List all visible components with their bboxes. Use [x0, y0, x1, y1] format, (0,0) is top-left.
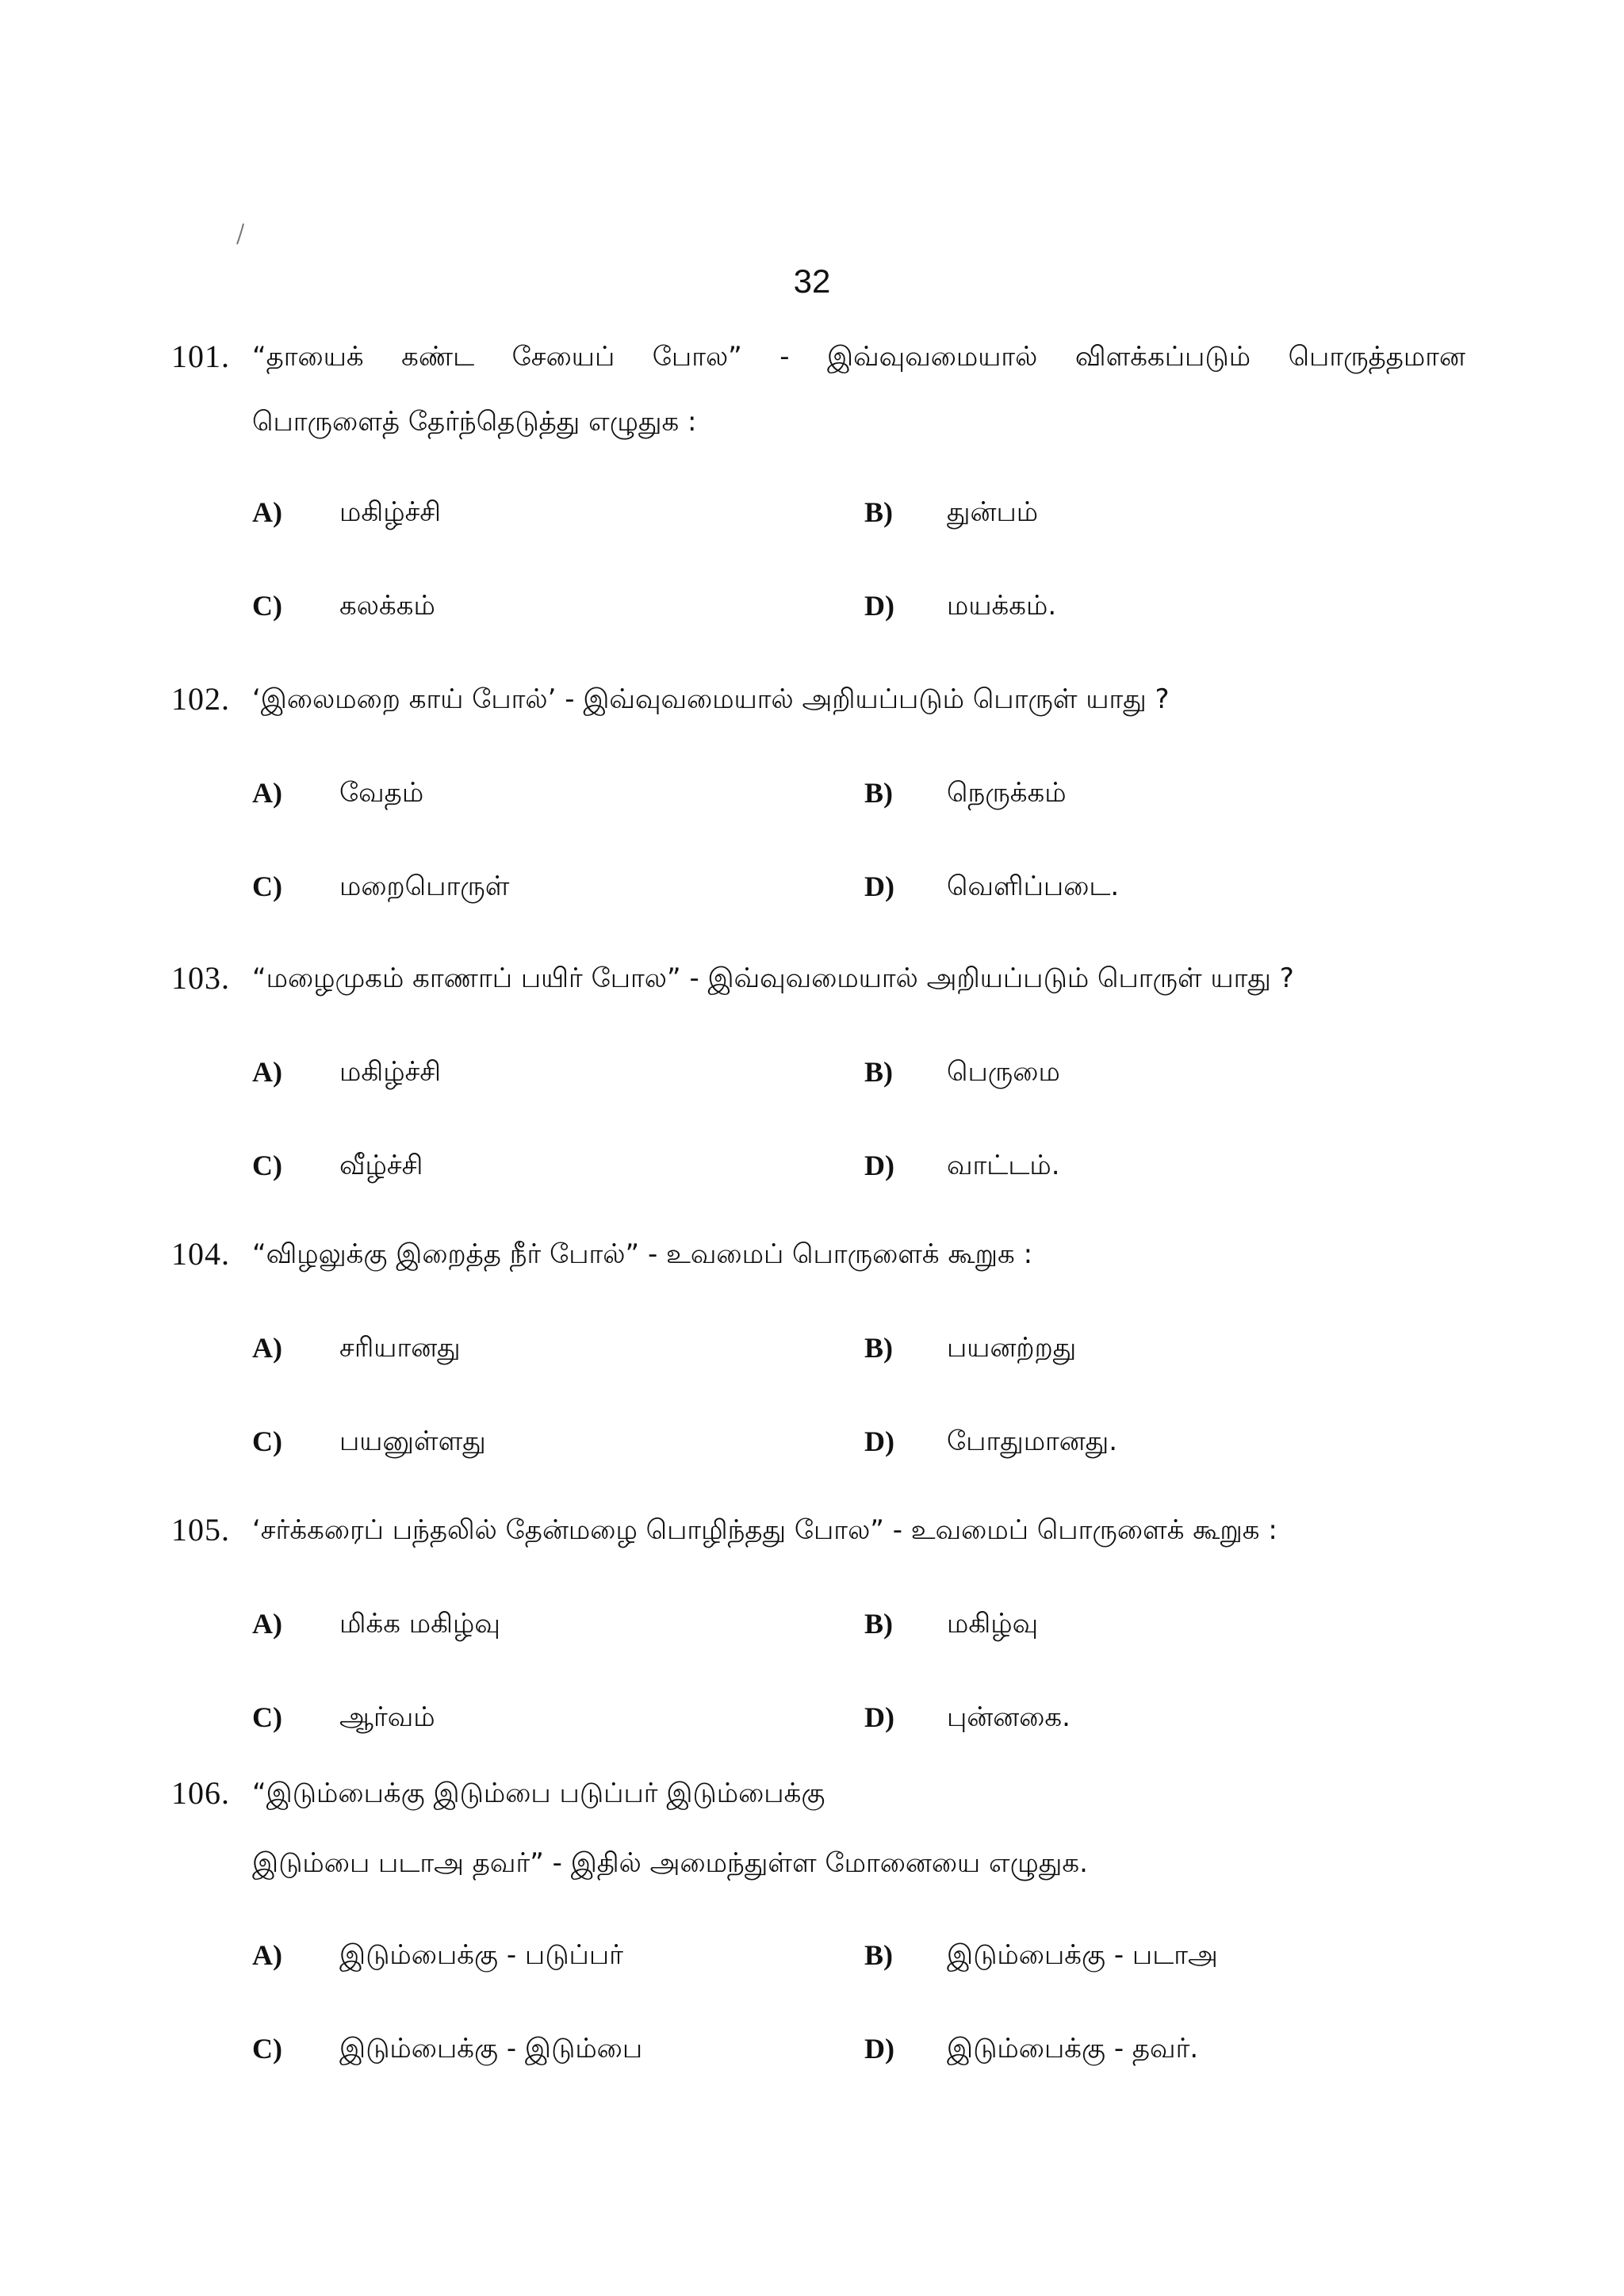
option-b-text: நெருக்கம் [947, 777, 1067, 809]
option-c-text: இடும்பைக்கு - இடும்பை [339, 2033, 643, 2064]
option-d-label: D) [864, 590, 894, 622]
option-row [0, 1938, 1624, 1976]
option-c-label: C) [252, 1150, 282, 1181]
option-row [0, 1330, 1624, 1368]
option-c-text: கலக்கம் [339, 590, 435, 622]
option-row [0, 869, 1624, 907]
question-text-line-1: “விழலுக்கு இறைத்த நீர் போல்” - உவமைப் பொருளைக் கூறுக : [252, 1238, 1033, 1270]
option-a-text: இடும்பைக்கு - படுப்பர் [339, 1939, 623, 1971]
option-row [0, 1148, 1624, 1186]
option-a-label: A) [252, 496, 282, 528]
option-b-label: B) [864, 496, 893, 528]
option-b-text: துன்பம் [947, 496, 1039, 528]
option-row [0, 495, 1624, 533]
option-b-label: B) [864, 1939, 893, 1971]
option-c-label: C) [252, 1425, 282, 1457]
question-text-line-2: இடும்பை படாஅ தவர்” - இதில் அமைந்துள்ள மோனையை எழுதுக. [252, 1847, 1088, 1879]
option-c-label: C) [252, 871, 282, 902]
option-row [0, 775, 1624, 813]
option-d-text: மயக்கம். [947, 590, 1057, 622]
question-number: 102. [171, 681, 230, 717]
option-b-label: B) [864, 1332, 893, 1364]
option-a-label: A) [252, 1332, 282, 1364]
question-text-line-1: ‘சர்க்கரைப் பந்தலில் தேன்மழை பொழிந்தது போல” - உவமைப் பொருளைக் கூறுக : [252, 1514, 1277, 1546]
option-a-text: மகிழ்ச்சி [339, 496, 442, 528]
option-row [0, 588, 1624, 626]
option-d-text: இடும்பைக்கு - தவர். [947, 2033, 1199, 2064]
option-d-text: போதுமானது. [947, 1425, 1118, 1457]
option-c-text: வீழ்ச்சி [339, 1150, 423, 1181]
option-row [0, 2031, 1624, 2069]
option-c-text: பயனுள்ளது [339, 1425, 486, 1457]
question-text-line-2: பொருளைத் தேர்ந்தெடுத்து எழுதுக : [252, 406, 697, 438]
option-b-label: B) [864, 1056, 893, 1088]
option-a-text: மிக்க மகிழ்வு [339, 1608, 500, 1640]
option-d-label: D) [864, 1701, 894, 1733]
option-d-text: வாட்டம். [947, 1150, 1060, 1181]
option-a-label: A) [252, 1939, 282, 1971]
option-b-text: பயனற்றது [947, 1332, 1077, 1364]
question-number: 101. [171, 339, 230, 374]
option-d-text: புன்னகை. [947, 1701, 1071, 1733]
option-c-text: மறைபொருள் [339, 871, 510, 902]
option-b-text: இடும்பைக்கு - படாஅ [947, 1939, 1218, 1971]
question-text-line-1: “மழைமுகம் காணாப் பயிர் போல” - இவ்வுவமையால் அறியப்படும் பொருள் யாது ? [252, 962, 1294, 994]
option-row [0, 1700, 1624, 1738]
option-b-text: பெருமை [947, 1056, 1060, 1088]
option-c-label: C) [252, 590, 282, 622]
option-b-text: மகிழ்வு [947, 1608, 1039, 1640]
pen-mark [235, 222, 246, 246]
question-number: 104. [171, 1236, 230, 1272]
question-number: 103. [171, 960, 230, 996]
option-a-label: A) [252, 777, 282, 809]
question-text-line-1: ‘இலைமறை காய் போல்’ - இவ்வுவமையால் அறியப்படும் பொருள் யாது ? [252, 683, 1170, 715]
question-number: 105. [171, 1512, 230, 1548]
option-d-label: D) [864, 1150, 894, 1181]
option-row [0, 1606, 1624, 1644]
question-text-line-1: “இடும்பைக்கு இடும்பை படுப்பர் இடும்பைக்கு [252, 1777, 825, 1809]
option-d-label: D) [864, 2033, 894, 2064]
option-a-text: மகிழ்ச்சி [339, 1056, 442, 1088]
page-number: 32 [793, 262, 831, 300]
option-c-label: C) [252, 1701, 282, 1733]
option-d-label: D) [864, 871, 894, 902]
option-d-label: D) [864, 1425, 894, 1457]
option-a-text: வேதம் [339, 777, 424, 809]
option-b-label: B) [864, 1608, 893, 1640]
option-row [0, 1424, 1624, 1462]
option-c-text: ஆர்வம் [339, 1701, 435, 1733]
option-a-text: சரியானது [339, 1332, 461, 1364]
option-row [0, 1054, 1624, 1093]
option-a-label: A) [252, 1056, 282, 1088]
option-b-label: B) [864, 777, 893, 809]
option-a-label: A) [252, 1608, 282, 1640]
question-text-line-1: “தாயைக் கண்ட சேயைப் போல” - இவ்வுவமையால் விளக்கப்படும் பொருத்தமான [252, 341, 1465, 373]
option-d-text: வெளிப்படை. [947, 871, 1120, 902]
question-number: 106. [171, 1775, 230, 1811]
option-c-label: C) [252, 2033, 282, 2064]
